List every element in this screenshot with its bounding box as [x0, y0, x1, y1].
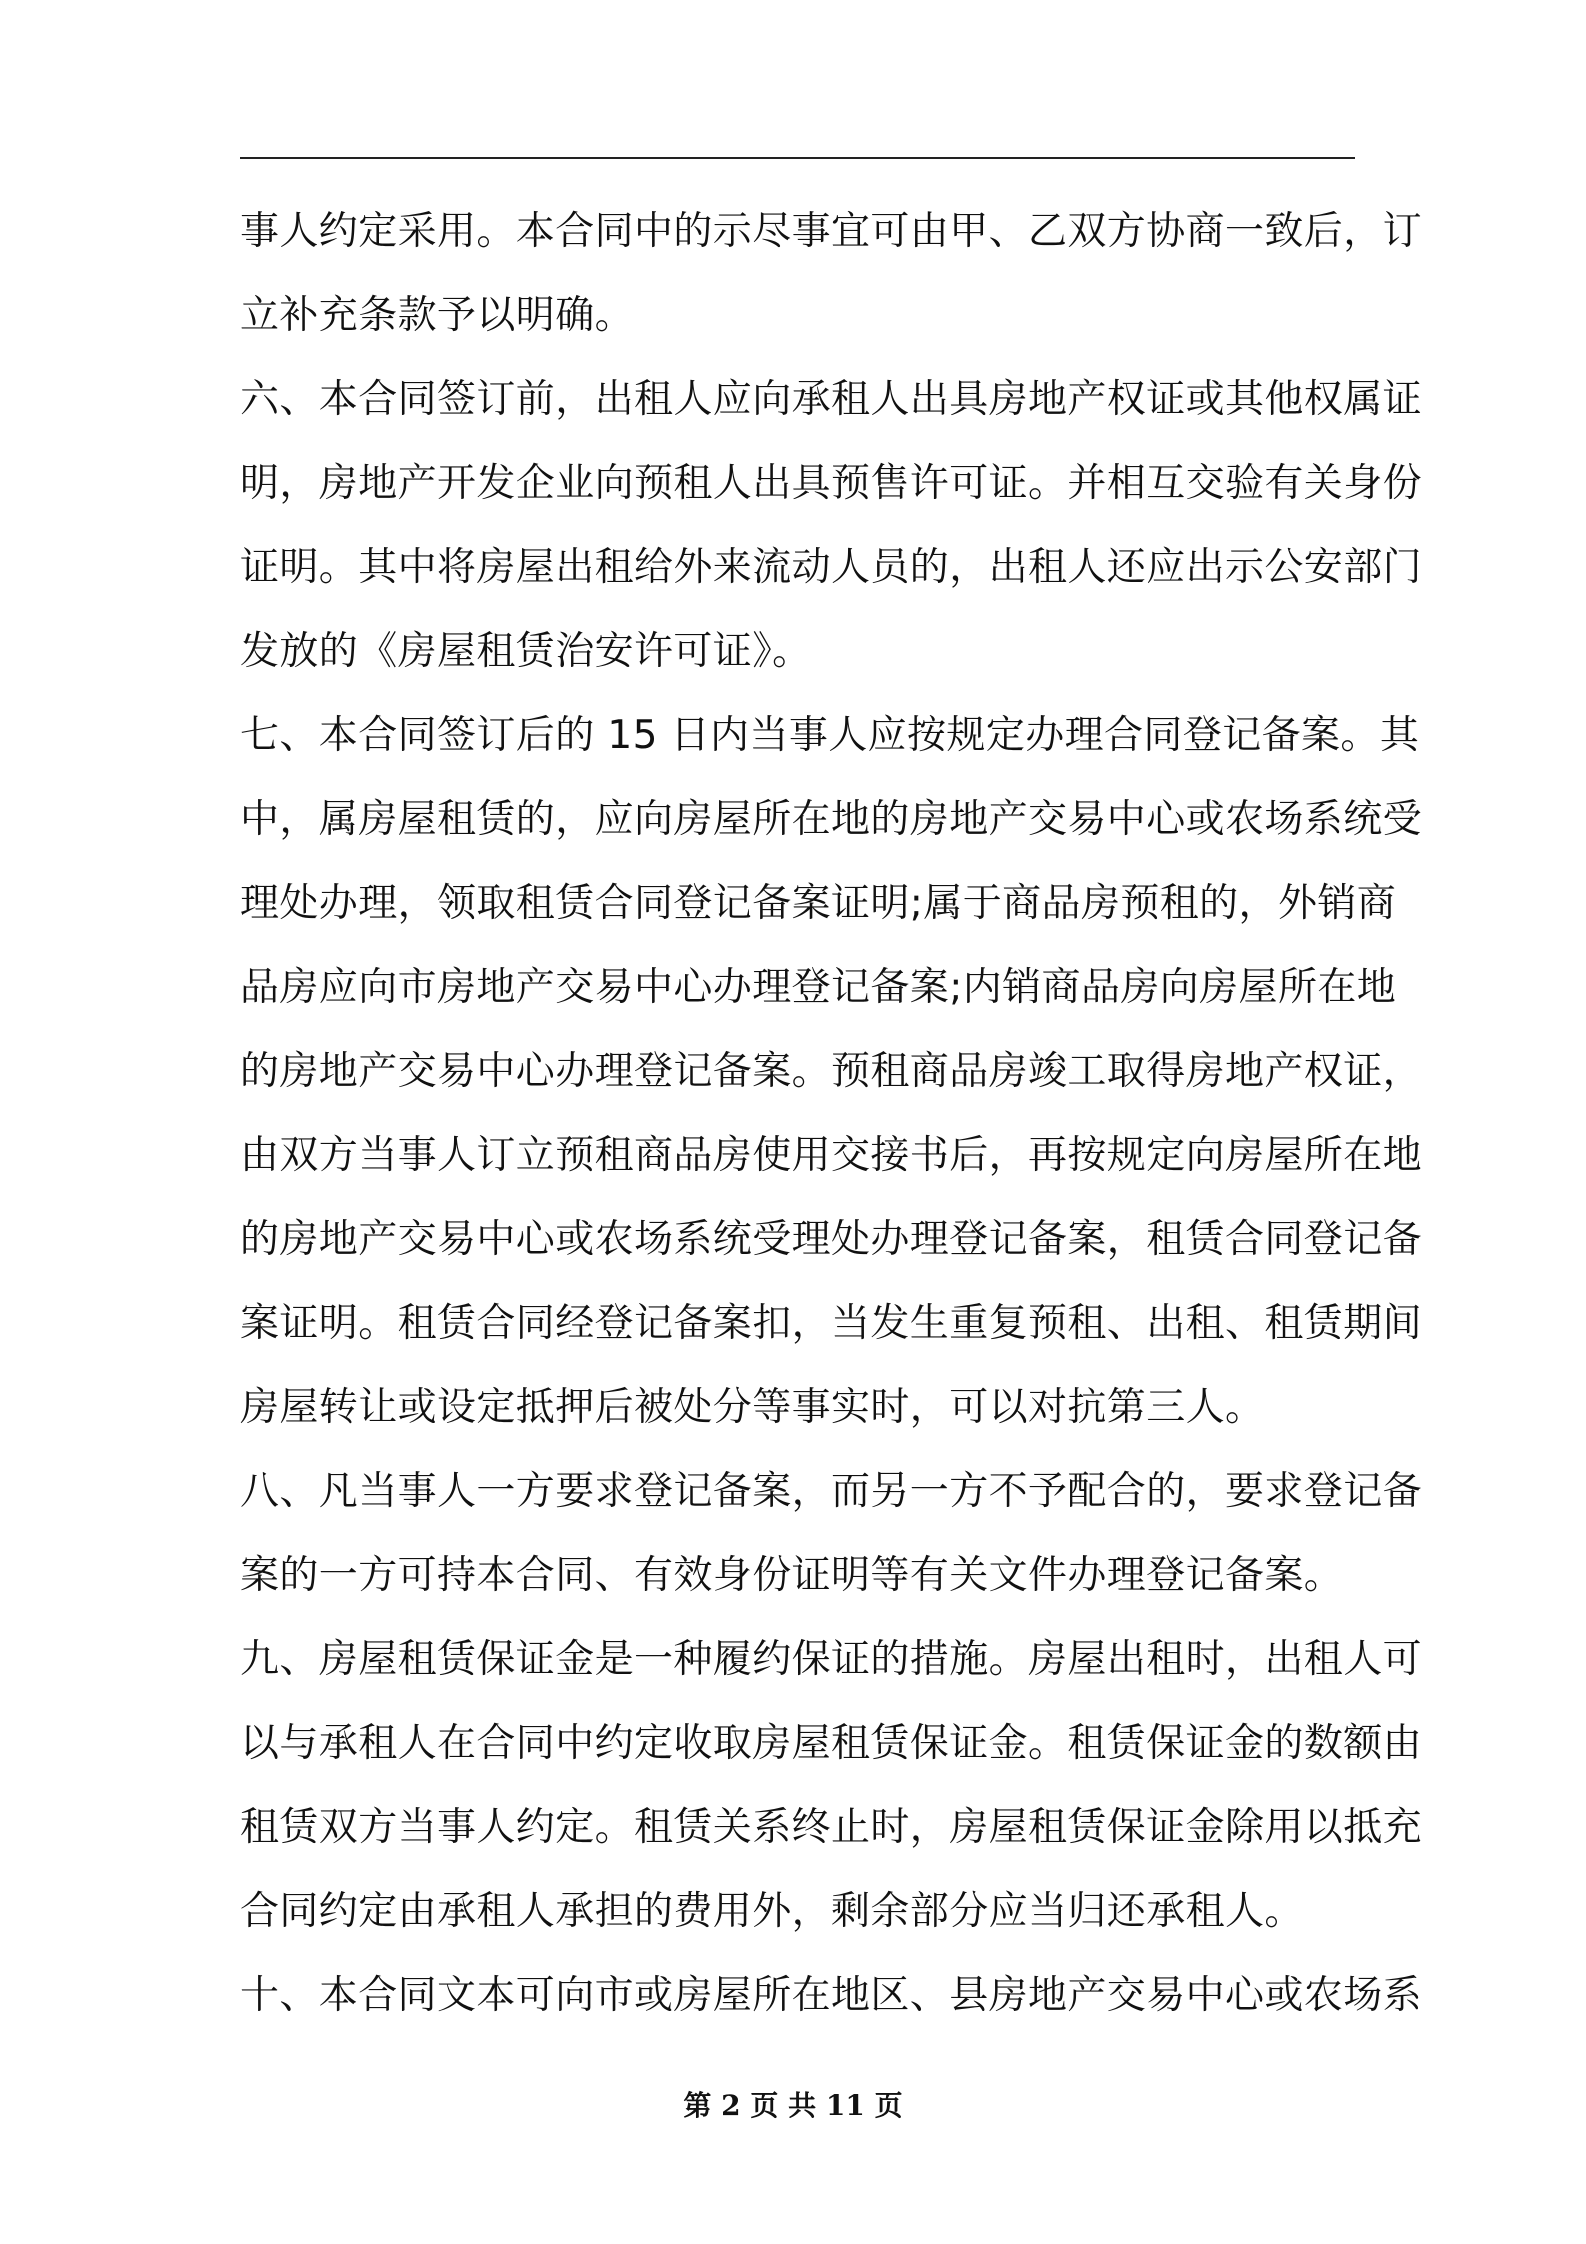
text-line: 理处办理，领取租赁合同登记备案证明;属于商品房预租的，外销商: [240, 881, 1397, 926]
text-line: 案证明。租赁合同经登记备案扣，当发生重复预租、出租、租赁期间: [240, 1301, 1423, 1346]
text-line: 的房地产交易中心办理登记备案。预租商品房竣工取得房地产权证，: [240, 1049, 1423, 1094]
text-line: 七、本合同签订后的 15 日内当事人应按规定办理合同登记备案。其: [240, 713, 1420, 758]
text-line: 九、房屋租赁保证金是一种履约保证的措施。房屋出租时，出租人可: [240, 1637, 1423, 1682]
page-number-footer: 第 2 页 共 11 页: [683, 2089, 903, 2122]
text-line: 明，房地产开发企业向预租人出具预售许可证。并相互交验有关身份: [240, 461, 1423, 506]
text-line: 由双方当事人订立预租商品房使用交接书后，再按规定向房屋所在地: [240, 1133, 1423, 1178]
text-line: 发放的《房屋租赁治安许可证》。: [240, 629, 812, 674]
text-line: 合同约定由承租人承担的费用外，剩余部分应当归还承租人。: [240, 1889, 1304, 1934]
text-line: 中，属房屋租赁的，应向房屋所在地的房地产交易中心或农场系统受: [240, 797, 1423, 842]
text-line: 案的一方可持本合同、有效身份证明等有关文件办理登记备案。: [240, 1553, 1344, 1598]
header-divider: [240, 157, 1355, 159]
text-line: 房屋转让或设定抵押后被处分等事实时，可以对抗第三人。: [240, 1385, 1265, 1430]
document-body: [240, 190, 1423, 2038]
text-line: 八、凡当事人一方要求登记备案，而另一方不予配合的，要求登记备: [240, 1469, 1423, 1514]
text-line: 证明。其中将房屋出租给外来流动人员的，出租人还应出示公安部门: [240, 545, 1423, 590]
text-line: 十、本合同文本可向市或房屋所在地区、县房地产交易中心或农场系: [240, 1973, 1423, 2018]
text-line: 租赁双方当事人约定。租赁关系终止时，房屋租赁保证金除用以抵充: [240, 1805, 1423, 1850]
text-line: 的房地产交易中心或农场系统受理处办理登记备案，租赁合同登记备: [240, 1217, 1423, 1262]
text-line: 事人约定采用。本合同中的示尽事宜可由甲、乙双方协商一致后，订: [240, 209, 1423, 254]
text-line: 立补充条款予以明确。: [240, 293, 635, 338]
text-line: 六、本合同签订前，出租人应向承租人出具房地产权证或其他权属证: [240, 377, 1423, 422]
text-line: 以与承租人在合同中约定收取房屋租赁保证金。租赁保证金的数额由: [240, 1721, 1423, 1766]
text-line: 品房应向市房地产交易中心办理登记备案;内销商品房向房屋所在地: [240, 965, 1397, 1010]
